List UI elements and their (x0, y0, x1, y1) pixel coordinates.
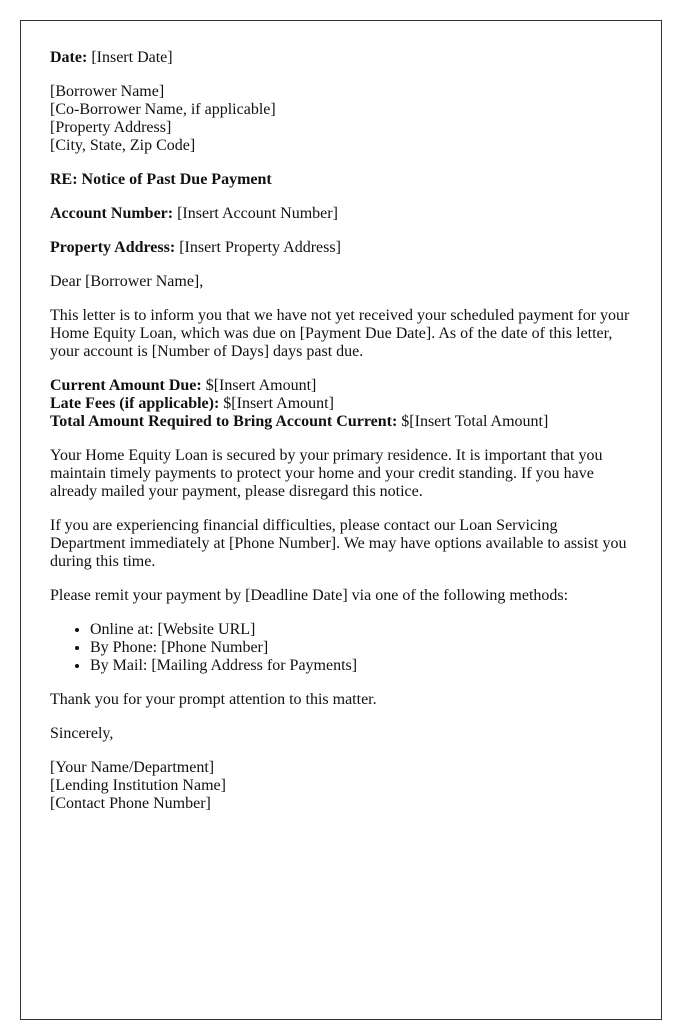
signature-line: [Your Name/Department] (50, 759, 215, 776)
sign-off: Sincerely, (50, 725, 114, 742)
property-address-line (50, 239, 632, 257)
payment-method-online: • Online at: [Website URL] (90, 621, 632, 639)
amount-line-late-fees (50, 395, 632, 413)
signature-line: [Lending Institution Name] (50, 777, 226, 794)
amounts-block (50, 377, 632, 431)
letter-viewport (20, 20, 662, 812)
recipient-line: [Property Address] (50, 119, 172, 136)
date-line (50, 49, 632, 67)
paragraph-past-due: This letter is to inform you that we have not yet received your scheduled payment for your Home Equity Loan, which was due on [Payment Due Date]. As of the date of this letter, your account is [Number of Days] days past due. (50, 307, 630, 360)
amount-value: $[Insert Amount] (201, 377, 317, 394)
signature-line: [Contact Phone Number] (50, 795, 211, 812)
amount-label: Current Amount Due: (50, 377, 202, 394)
paragraph-secured-loan: Your Home Equity Loan is secured by your primary residence. It is important that you maintain timely payments to protect your home and your credit standing. If you have already mailed your payment, please disregard this notice. (50, 447, 603, 500)
paragraph-financial-difficulties: If you are experiencing financial difficulties, please contact our Loan Servicing Department immediately at [Phone Number]. We may have options available to assist you during this time. (50, 517, 627, 570)
property-address-value: [Insert Property Address] (175, 239, 341, 256)
account-number-line (50, 205, 632, 223)
amount-value: $[Insert Amount] (219, 395, 334, 412)
recipient-line: [Co-Borrower Name, if applicable] (50, 101, 276, 118)
recipient-line: [Borrower Name] (50, 83, 165, 100)
payment-method-mail: • By Mail: [Mailing Address for Payments] (90, 657, 632, 675)
date-value: [Insert Date] (87, 49, 173, 66)
property-address-label: Property Address: (50, 239, 176, 256)
recipient-line: [City, State, Zip Code] (50, 137, 196, 154)
amount-line-current (50, 377, 632, 395)
payment-method-phone: • By Phone: [Phone Number] (90, 639, 632, 657)
amount-value: $[Insert Total Amount] (397, 413, 549, 430)
payment-methods-list (50, 621, 632, 675)
amount-label: Late Fees (if applicable): (50, 395, 220, 412)
letter-page (20, 20, 662, 1020)
amount-line-total (50, 413, 632, 431)
closing-note: Thank you for your prompt attention to this matter. (50, 691, 377, 708)
subject-line (50, 171, 632, 189)
recipient-address (50, 83, 632, 155)
subject-text: RE: Notice of Past Due Payment (50, 171, 272, 188)
account-number-label: Account Number: (50, 205, 174, 222)
signature-block (50, 759, 632, 813)
paragraph-remit-instructions: Please remit your payment by [Deadline Date] via one of the following methods: (50, 587, 569, 604)
account-number-value: [Insert Account Number] (173, 205, 338, 222)
salutation: Dear [Borrower Name], (50, 273, 204, 290)
date-label: Date: (50, 49, 88, 66)
amount-label: Total Amount Required to Bring Account Current: (50, 413, 398, 430)
